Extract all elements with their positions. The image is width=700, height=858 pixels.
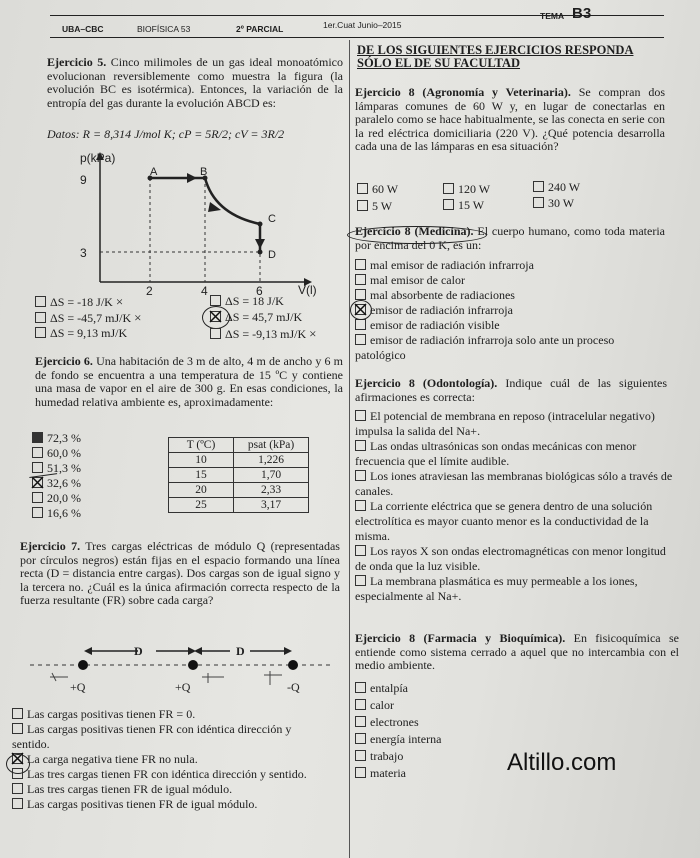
ex8b-option-3[interactable]: mal absorbente de radiaciones bbox=[355, 288, 670, 303]
table-header-row bbox=[169, 438, 309, 453]
ex5-title: Ejercicio 5. bbox=[47, 55, 107, 69]
charge-1 bbox=[78, 660, 88, 670]
checkbox[interactable] bbox=[32, 492, 43, 503]
checkbox[interactable] bbox=[32, 507, 43, 518]
ex6-option-6[interactable]: 16,6 % bbox=[32, 506, 81, 521]
cross-mark: × bbox=[134, 310, 142, 325]
ex8b-option-4-selected[interactable]: emisor de radiación infrarroja bbox=[355, 303, 670, 318]
arrow-cd bbox=[255, 239, 265, 249]
checkbox[interactable] bbox=[355, 545, 366, 556]
path-bc bbox=[205, 178, 260, 224]
checkbox[interactable] bbox=[355, 289, 366, 300]
arrow-left-icon bbox=[84, 647, 92, 655]
table-row: 25 3,17 bbox=[169, 498, 309, 513]
watermark: Altillo.com bbox=[507, 749, 617, 776]
checkbox[interactable] bbox=[355, 274, 366, 285]
checkbox[interactable] bbox=[357, 200, 368, 211]
checkbox[interactable] bbox=[355, 319, 366, 330]
charge-3 bbox=[288, 660, 298, 670]
header-period: 1er.Cuat Junio–2015 bbox=[323, 20, 402, 30]
ex7-option-4[interactable]: Las tres cargas tienen FR con idéntica dirección y sentido. bbox=[12, 767, 332, 782]
ex5-option-1[interactable]: ΔS = -18 J/K × bbox=[35, 294, 123, 310]
checkbox[interactable] bbox=[355, 575, 366, 586]
ex6-option-1[interactable]: 72,3 % bbox=[32, 431, 81, 446]
ex8b-text: El cuerpo humano, como toda materia por encima del 0 K, es un: bbox=[355, 224, 665, 252]
ex8d-option-1[interactable]: entalpía bbox=[355, 680, 441, 697]
checkbox-filled[interactable] bbox=[32, 432, 43, 443]
y-axis-label: p(kPa) bbox=[80, 151, 116, 165]
y-tick-9: 9 bbox=[80, 173, 87, 187]
circle-mark-icon bbox=[350, 300, 372, 320]
ex8a-option-4[interactable]: 5 W bbox=[357, 199, 392, 214]
x-tick-4: 4 bbox=[201, 284, 208, 297]
ex8a-statement bbox=[355, 86, 665, 154]
ex8d-option-6[interactable]: materia bbox=[355, 765, 441, 782]
ex8a-text: Se compran dos lámparas comunes de 60 W y, en lugar de conectarlas en paralelo como se hace habitualmente, se las conecta en serie con la red eléctrica domiciliaria (220 V). ¿Qué potencia desarrolla cada una de las lámparas en esa situación? bbox=[355, 85, 666, 153]
ex7-statement bbox=[20, 540, 340, 608]
ex8c-option-4[interactable]: La corriente eléctrica que se genera dentro de una solución electrolítica es mayor cuanto menor es la conductividad de la misma. bbox=[355, 499, 653, 543]
ex7-option-3-selected[interactable]: La carga negativa tiene FR no nula. bbox=[12, 752, 342, 767]
ex6-option-5[interactable]: 20,0 % bbox=[32, 491, 81, 506]
ex8b-option-6[interactable]: emisor de radiación infrarroja solo ante un proceso patológico bbox=[355, 333, 615, 362]
ex8c-option-3[interactable]: Los iones atraviesan las membranas biológicas sólo a través de canales. bbox=[355, 469, 673, 498]
charge-label-2: +Q bbox=[175, 680, 191, 694]
ex8d-title: Ejercicio 8 (Farmacia y Bioquímica). bbox=[355, 631, 566, 645]
charge-2 bbox=[188, 660, 198, 670]
header-exam: 2º PARCIAL bbox=[236, 24, 284, 34]
ex7-option-6[interactable]: Las cargas positivas tienen FR de igual módulo. bbox=[12, 797, 342, 812]
arrow-ab bbox=[187, 173, 197, 183]
ex5-option-2[interactable]: ΔS = -45,7 mJ/K × bbox=[35, 310, 142, 326]
checkbox[interactable] bbox=[35, 327, 46, 338]
ex5-option-4[interactable]: ΔS = 18 J/K bbox=[210, 294, 284, 309]
arrow-right-icon bbox=[284, 647, 292, 655]
label-d: D bbox=[268, 249, 276, 261]
checkbox[interactable] bbox=[355, 767, 366, 778]
charges-diagram bbox=[30, 641, 330, 699]
y-tick-3: 3 bbox=[80, 246, 87, 260]
point-d bbox=[258, 250, 263, 255]
table-header: psat (kPa) bbox=[234, 438, 309, 453]
checkbox[interactable] bbox=[443, 183, 454, 194]
x-axis-label: V(l) bbox=[298, 283, 317, 297]
ex6-option-2[interactable]: 60,0 % bbox=[32, 446, 81, 461]
ex8d-option-3[interactable]: electrones bbox=[355, 714, 441, 731]
checkbox[interactable] bbox=[355, 410, 366, 421]
point-c bbox=[258, 222, 263, 227]
cross-mark: × bbox=[309, 326, 317, 341]
ex6-title: Ejercicio 6. bbox=[35, 354, 93, 368]
header-tema-label: TEMA bbox=[540, 11, 565, 21]
checkbox[interactable] bbox=[32, 447, 43, 458]
ex8a-option-5[interactable]: 15 W bbox=[443, 198, 484, 213]
checkbox[interactable] bbox=[355, 733, 366, 744]
ex8c-option-1[interactable]: El potencial de membrana en reposo (intracelular negativo) impulsa la salida del Na+. bbox=[355, 409, 655, 438]
ex6-statement bbox=[35, 355, 343, 409]
ex5-text: Cinco milimoles de un gas ideal monoatómico evolucionan reversiblemente como muestra la figura (la evolución BC es isotérmica). Entonces, la variación de la entropía del gas durante la evolución ABCD es: bbox=[47, 55, 343, 110]
header-tema-value: B3 bbox=[572, 5, 592, 22]
table-row: 20 2,33 bbox=[169, 483, 309, 498]
label-d2: D bbox=[236, 644, 245, 658]
label-b: B bbox=[200, 166, 208, 178]
x-tick-6: 6 bbox=[256, 284, 263, 297]
checkbox[interactable] bbox=[35, 312, 46, 323]
ex8d-statement bbox=[355, 632, 679, 673]
ex8c-statement bbox=[355, 377, 667, 404]
ex8c-option-2[interactable]: Las ondas ultrasónicas son ondas mecánicas con menor frecuencia que el límite audible. bbox=[355, 439, 637, 468]
ex8b-options bbox=[355, 258, 670, 363]
ex7-option-2[interactable]: Las cargas positivas tienen FR con idéntica dirección y sentido. bbox=[12, 722, 292, 751]
checkbox[interactable] bbox=[355, 470, 366, 481]
checkbox[interactable] bbox=[355, 716, 366, 727]
ex8a-option-3[interactable]: 240 W bbox=[533, 180, 580, 195]
checkbox[interactable] bbox=[355, 334, 366, 345]
arrow-left-icon bbox=[194, 647, 202, 655]
ex8a-option-1[interactable]: 60 W bbox=[357, 182, 398, 197]
label-c: C bbox=[268, 213, 276, 225]
ex7-text: Tres cargas eléctricas de módulo Q (representadas por círculos negros) están fijas en el espacio formando una línea recta (D = distancia entre cargas). Dos cargas son de igual signo y la tercera no. ¿Cuál es la única afirmación correcta respecto de la fuerza resultante (FR) sobre cada carga? bbox=[20, 539, 340, 607]
table-row: 10 1,226 bbox=[169, 453, 309, 468]
checkbox[interactable] bbox=[355, 440, 366, 451]
pv-graph bbox=[40, 142, 340, 297]
ex6-option-3[interactable]: 51,3 % bbox=[32, 461, 81, 476]
checkbox[interactable] bbox=[12, 723, 23, 734]
checkbox[interactable] bbox=[355, 682, 366, 693]
ex5-statement bbox=[47, 56, 343, 110]
ex8b-option-1[interactable]: mal emisor de radiación infrarroja bbox=[355, 258, 670, 273]
ex5-option-6[interactable]: ΔS = -9,13 mJ/K × bbox=[210, 326, 317, 342]
ex8c-option-5[interactable]: Los rayos X son ondas electromagnéticas con menor longitud de onda que la luz visible. bbox=[355, 544, 666, 573]
cross-mark: × bbox=[115, 294, 124, 309]
ex7-options bbox=[12, 707, 342, 812]
x-tick-2: 2 bbox=[146, 284, 153, 297]
checkbox[interactable] bbox=[355, 500, 366, 511]
ex8c-title: Ejercicio 8 (Odontología). bbox=[355, 376, 498, 390]
ex7-option-5[interactable]: Las tres cargas tienen FR de igual módulo. bbox=[12, 782, 342, 797]
column-divider bbox=[349, 40, 350, 858]
checkbox[interactable] bbox=[355, 750, 366, 761]
ex8d-text: En fisicoquímica se entiende como sistema cerrado a aquel que no intercambia con el medio ambiente. bbox=[355, 631, 679, 672]
ex5-option-5-selected[interactable]: ΔS = 45,7 mJ/K bbox=[210, 310, 302, 325]
checkbox[interactable] bbox=[12, 708, 23, 719]
checkbox[interactable] bbox=[35, 296, 46, 307]
checkbox[interactable] bbox=[357, 183, 368, 194]
right-column-header: DE LOS SIGUIENTES EJERCICIOS RESPONDA SÓLO EL DE SU FACULTAD bbox=[357, 43, 634, 70]
ex8d-option-4[interactable]: energía interna bbox=[355, 731, 441, 748]
ex8d-option-5[interactable]: trabajo bbox=[355, 748, 441, 765]
ex6-option-4[interactable]: 32,6 % bbox=[32, 476, 81, 491]
ex8c-option-6[interactable]: La membrana plasmática es muy permeable a los iones, especialmente al Na+. bbox=[355, 574, 638, 603]
checkbox[interactable] bbox=[12, 798, 23, 809]
ex8c-text: Indique cuál de las siguientes afirmaciones es correcta: bbox=[355, 376, 668, 404]
checkbox[interactable] bbox=[355, 699, 366, 710]
ex8b-option-2[interactable]: mal emisor de calor bbox=[355, 273, 670, 288]
label-d1: D bbox=[134, 644, 143, 658]
checkbox[interactable] bbox=[12, 783, 23, 794]
ex8a-option-6[interactable]: 30 W bbox=[533, 196, 574, 211]
ex7-title: Ejercicio 7. bbox=[20, 539, 81, 553]
header-subject: BIOFÍSICA 53 bbox=[137, 24, 191, 34]
ex8a-option-2[interactable]: 120 W bbox=[443, 182, 490, 197]
ex6-text: Una habitación de 3 m de alto, 4 m de ancho y 6 m de fondo se encuentra a una temperatura de 15 ºC y contiene una masa de vapor en el aire de 300 g. En esas condiciones, la humedad relativa ambiente es, aproximadamente: bbox=[35, 354, 343, 409]
table-row: 15 1,70 bbox=[169, 468, 309, 483]
ex6-table bbox=[168, 437, 309, 513]
ex8a-title: Ejercicio 8 (Agronomía y Veterinaria). bbox=[355, 85, 571, 99]
checkbox[interactable] bbox=[210, 328, 221, 339]
ex7-option-1[interactable]: Las cargas positivas tienen FR = 0. bbox=[12, 707, 342, 722]
label-a: A bbox=[150, 166, 158, 178]
ex8d-option-2[interactable]: calor bbox=[355, 697, 441, 714]
ex8b-option-5[interactable]: emisor de radiación visible bbox=[355, 318, 670, 333]
ex5-option-3[interactable]: ΔS = 9,13 mJ/K bbox=[35, 326, 127, 341]
checkbox[interactable] bbox=[32, 462, 43, 473]
checkbox[interactable] bbox=[533, 181, 544, 192]
checkbox[interactable] bbox=[210, 295, 221, 306]
table-header: T (ºC) bbox=[169, 438, 234, 453]
checkbox[interactable] bbox=[533, 197, 544, 208]
circle-mark-icon bbox=[6, 754, 30, 774]
checkbox[interactable] bbox=[443, 199, 454, 210]
ex8c-options bbox=[355, 409, 675, 604]
charge-label-1: +Q bbox=[70, 680, 86, 694]
ex5-data: Datos: R = 8,314 J/mol K; cP = 5R/2; cV = 3R/2 bbox=[47, 127, 285, 141]
header-institution: UBA–CBC bbox=[62, 24, 104, 34]
charge-label-3: -Q bbox=[287, 680, 300, 694]
circle-mark-icon bbox=[347, 226, 487, 244]
ex8b-title: Ejercicio 8 (Medicina). bbox=[355, 224, 474, 238]
checkbox[interactable] bbox=[355, 259, 366, 270]
ex8d-options bbox=[355, 680, 441, 782]
